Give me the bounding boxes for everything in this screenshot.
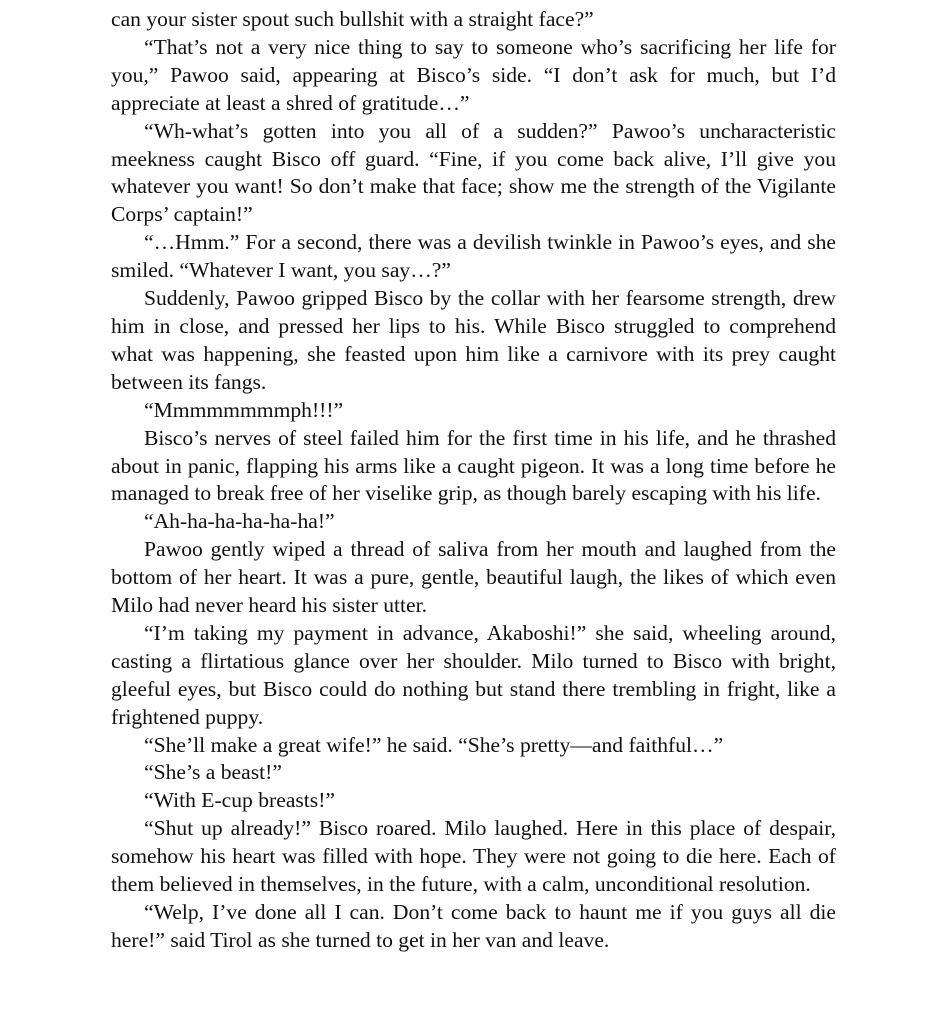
paragraph: “With E-cup breasts!” bbox=[144, 788, 335, 813]
paragraph: “Welp, I’ve done all I can. Don’t come back to haunt me if you guys all die here!” said Tirol as she turned to get in her van and leave. bbox=[111, 900, 836, 952]
paragraph: Pawoo gently wiped a thread of saliva from her mouth and laughed from the bottom of her heart. It was a pure, gentle, beautiful laugh, the likes of which even Milo had never heard his sister utter. bbox=[111, 537, 836, 618]
paragraph: Suddenly, Pawoo gripped Bisco by the collar with her fearsome strength, drew him in close, and pressed her lips to his. While Bisco struggled to comprehend what was happening, she feasted upon him like a carnivore with its prey caught between its fangs. bbox=[111, 286, 836, 394]
paragraph-continuation: can your sister spout such bullshit with a straight face?” bbox=[111, 7, 594, 31]
paragraph: “Shut up already!” Bisco roared. Milo laughed. Here in this place of despair, somehow his heart was filled with hope. They were not going to die here. Each of them believed in themselves, in the future, with a calm, unconditional resolution. bbox=[111, 816, 836, 897]
paragraph: “Ah-ha-ha-ha-ha-ha!” bbox=[144, 509, 335, 534]
paragraph: “Wh-what’s gotten into you all of a sudden?” Pawoo’s uncharacteristic meekness caught Bisco off guard. “Fine, if you come back alive, I’ll give you whatever you want! So don’t make that face; show me the strength of the Vigilante Corps’ captain!” bbox=[111, 118, 836, 227]
paragraph: Bisco’s nerves of steel failed him for the first time in his life, and he thrashed about in panic, flapping his arms like a caught pigeon. It was a long time before he managed to break free of her viselike grip, as though barely escaping with his life. bbox=[111, 425, 836, 506]
paragraph: “She’s a beast!” bbox=[144, 760, 282, 785]
paragraph: “I’m taking my payment in advance, Akaboshi!” she said, wheeling around, casting a flirtatious glance over her shoulder. Milo turned to Bisco with bright, gleeful eyes, but Bisco could do nothing but stand there trembling in fright, like a frightened puppy. bbox=[111, 620, 836, 729]
paragraph: “She’ll make a great wife!” he said. “She’s pretty—and faithful…” bbox=[144, 732, 724, 757]
paragraph: “That’s not a very nice thing to say to someone who’s sacrificing her life for you,” Pawoo said, appearing at Bisco’s side. “I don’t ask for much, but I’d appreciate at least a shred of gratitude…” bbox=[111, 34, 836, 115]
paragraph: “Mmmmmmmmph!!!” bbox=[144, 397, 344, 422]
paragraph: “…Hmm.” For a second, there was a devilish twinkle in Pawoo’s eyes, and she smiled. “Whatever I want, you say…?” bbox=[111, 230, 836, 283]
book-page bbox=[111, 6, 836, 955]
